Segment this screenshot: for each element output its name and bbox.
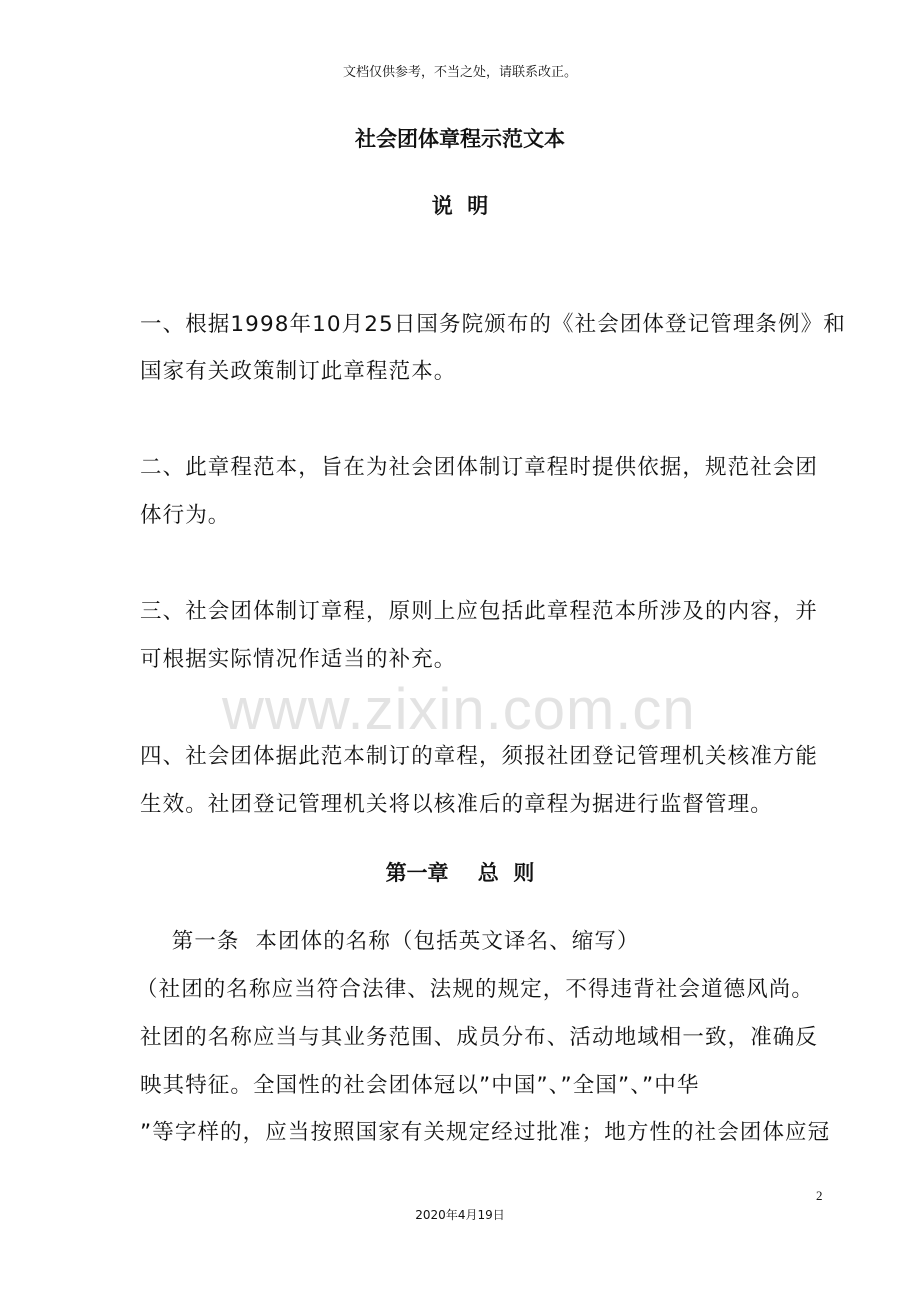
chapter-title: 第一章 总 则	[385, 861, 535, 885]
section-title: 说 明	[431, 194, 489, 218]
paragraph-line: 一、根据1998年10月25日国务院颁布的《社会团体登记管理条例》和	[140, 312, 846, 337]
article-line: ”等字样的，应当按照国家有关规定经过批准；地方性的社会团体应冠	[140, 1120, 831, 1145]
paragraph-line: 四、社会团体据此范本制订的章程，须报社团登记管理机关核准方能	[140, 744, 819, 769]
article-line: 社团的名称应当与其业务范围、成员分布、活动地域相一致，准确反	[140, 1025, 819, 1050]
footer-date: 2020年4月19日	[415, 1208, 505, 1222]
paragraph-line: 体行为。	[140, 503, 231, 528]
document-title: 社会团体章程示范文本	[355, 127, 565, 151]
article-line: 映其特征。全国性的社会团体冠以”中国”、”全国”、”中华	[140, 1073, 700, 1098]
watermark: www.zixin.com.cn	[222, 677, 696, 742]
header-note: 文档仅供参考，不当之处，请联系改正。	[342, 65, 577, 80]
paragraph-line: 二、此章程范本，旨在为社会团体制订章程时提供依据，规范社会团	[140, 455, 819, 480]
paragraph-line: 国家有关政策制订此章程范本。	[140, 359, 457, 384]
paragraph-line: 三、社会团体制订章程，原则上应包括此章程范本所涉及的内容，并	[140, 599, 819, 624]
paragraph-line: 生效。社团登记管理机关将以核准后的章程为据进行监督管理。	[140, 792, 773, 817]
page-number: 2	[816, 1188, 823, 1203]
paragraph-line: 可根据实际情况作适当的补充。	[140, 647, 457, 672]
article-line: 第一条 本团体的名称（包括英文译名、缩写）	[140, 929, 640, 954]
article-line: （社团的名称应当符合法律、法规的规定，不得违背社会道德风尚。	[136, 977, 815, 1002]
